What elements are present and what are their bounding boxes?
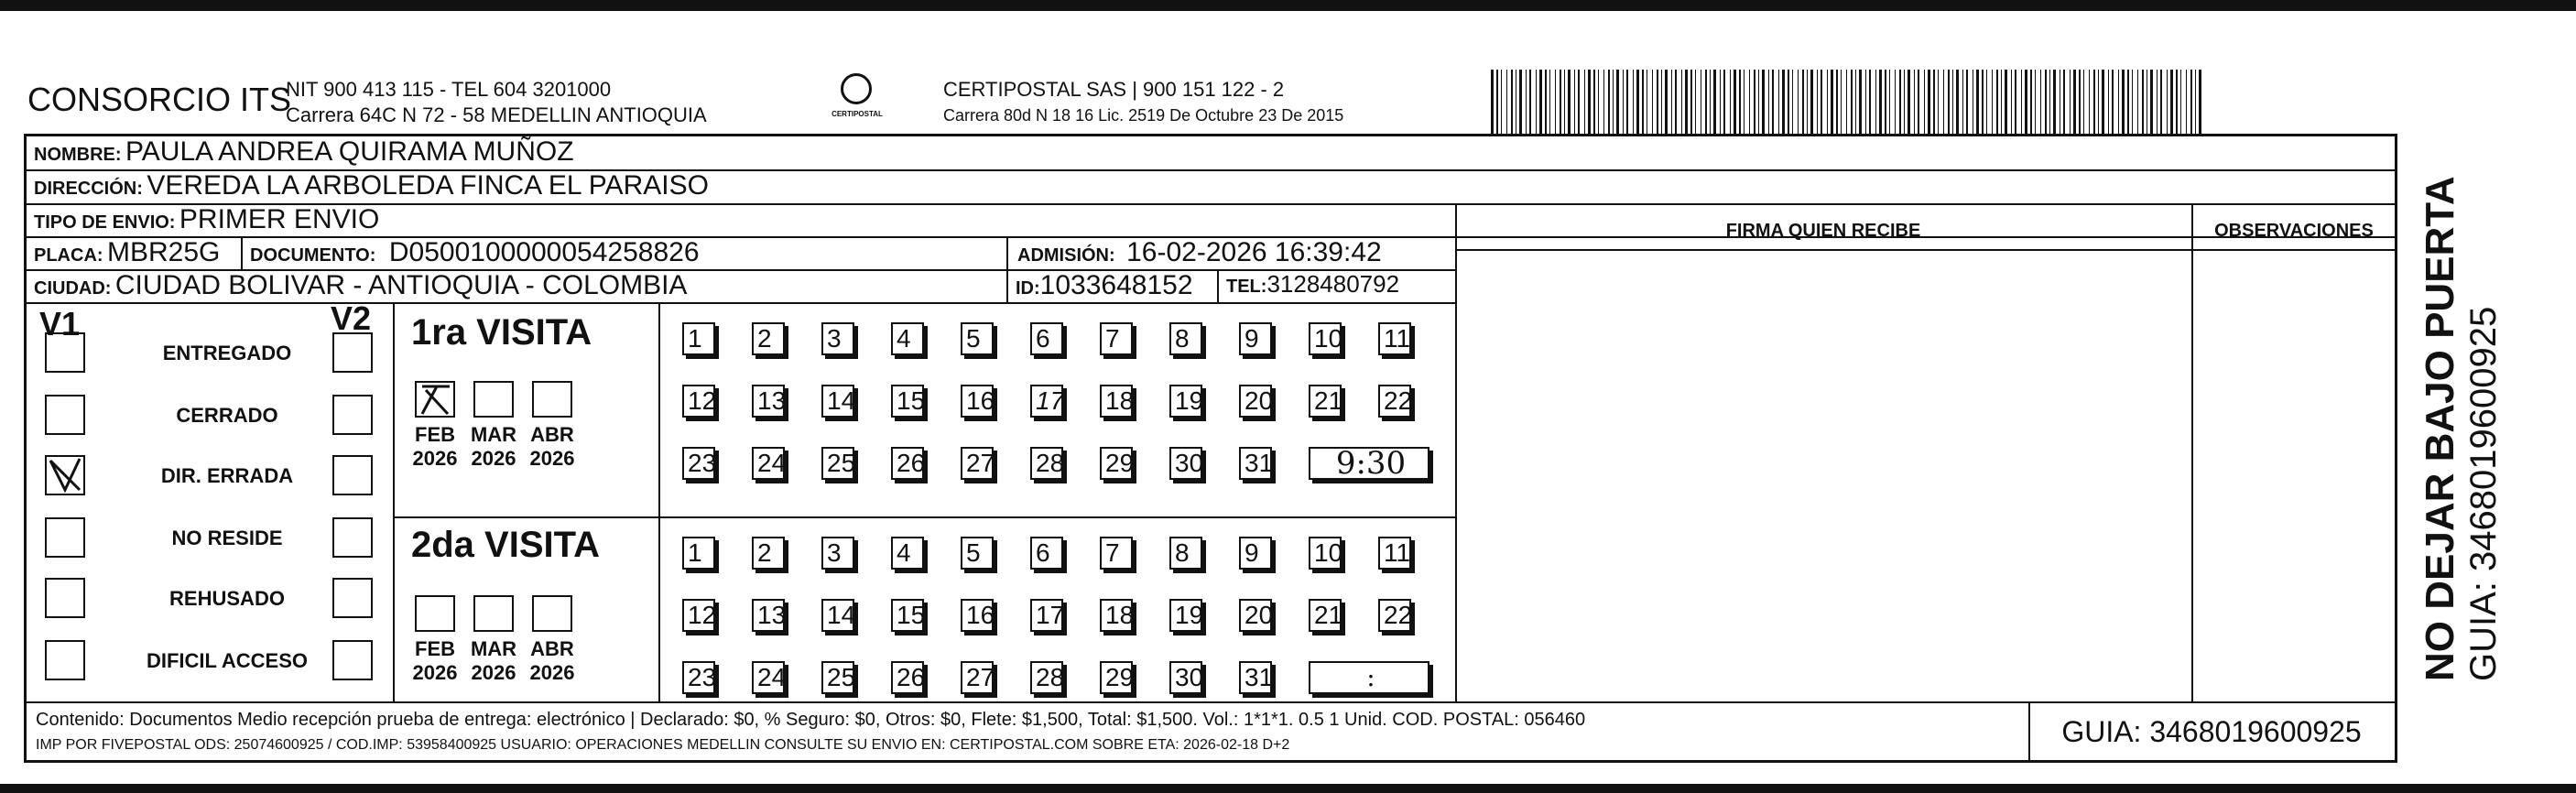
second-visit-time-box[interactable]: : — [1309, 661, 1429, 694]
first-visit-month-checkbox[interactable] — [532, 381, 572, 418]
barcode-bar — [2142, 70, 2144, 134]
barcode-bar — [1758, 70, 1759, 134]
month-name: FEB — [415, 423, 455, 446]
barcode-bar — [1836, 70, 1838, 134]
barcode-bar — [1788, 70, 1789, 134]
barcode-bar — [1705, 70, 1707, 134]
v1-checkbox[interactable] — [45, 455, 85, 495]
barcode-bar — [1908, 70, 1910, 134]
barcode-bar — [1976, 70, 1979, 134]
barcode-bar — [1904, 70, 1905, 134]
tipo-label: TIPO DE ENVIO: — [34, 212, 176, 233]
first-visit-day-box[interactable]: 13 — [752, 385, 785, 418]
side-guia-text: GUIA: 3468019600925 — [2463, 306, 2504, 681]
first-visit-day-box[interactable]: 31 — [1239, 447, 1272, 480]
second-visit-day-box[interactable]: 26 — [891, 661, 924, 694]
second-visit-day-box[interactable]: 11 — [1378, 537, 1411, 570]
barcode-bar — [1802, 70, 1804, 134]
barcode-bar — [1895, 70, 1896, 134]
first-visit-day-box[interactable]: 19 — [1169, 385, 1202, 418]
barcode-bar — [1889, 70, 1890, 134]
barcode — [1491, 70, 2216, 134]
second-visit-month-label — [408, 637, 462, 685]
first-visit-day-box[interactable]: 18 — [1100, 385, 1133, 418]
first-visit-title: 1ra VISITA — [411, 312, 592, 353]
barcode-bar — [1626, 70, 1628, 134]
barcode-bar — [1918, 70, 1919, 134]
barcode-bar — [1526, 70, 1527, 134]
v2-checkbox[interactable] — [332, 640, 373, 680]
second-visit-day-box[interactable]: 5 — [961, 537, 994, 570]
second-visit-day-box[interactable]: 23 — [682, 661, 715, 694]
first-visit-day-box[interactable]: 15 — [891, 385, 924, 418]
second-visit-day-box[interactable]: 17 — [1030, 599, 1063, 632]
barcode-bar — [2102, 70, 2104, 134]
barcode-bar — [1661, 70, 1662, 134]
first-visit-day-box[interactable]: 11 — [1378, 322, 1411, 355]
second-visit-day-box[interactable]: 1 — [682, 537, 715, 570]
v2-checkbox[interactable] — [332, 455, 373, 495]
barcode-bar — [1598, 70, 1599, 134]
barcode-bar — [2089, 70, 2090, 134]
barcode-bar — [1859, 70, 1862, 134]
barcode-bar — [1642, 70, 1644, 134]
barcode-bar — [2098, 70, 2099, 134]
status-label: REHUSADO — [169, 587, 285, 610]
direccion-label: DIRECCIÓN: — [34, 179, 143, 199]
first-visit-day-box[interactable]: 29 — [1100, 447, 1133, 480]
barcode-bar — [2157, 70, 2158, 134]
observaciones-header: OBSERVACIONES — [2214, 221, 2374, 241]
barcode-bar — [1846, 70, 1847, 134]
barcode-bar — [2001, 70, 2002, 134]
barcode-bar — [1710, 70, 1711, 134]
first-visit-day-box[interactable]: 1 — [682, 322, 715, 355]
v1-checkbox[interactable] — [45, 517, 85, 558]
barcode-bar — [1827, 70, 1828, 134]
second-visit-month-label — [525, 637, 580, 685]
month-year: 2026 — [529, 661, 575, 684]
barcode-bar — [1962, 70, 1963, 134]
month-name: MAR — [470, 423, 517, 446]
id-label: ID: — [1016, 278, 1040, 299]
tel-value: 3128480792 — [1266, 270, 1400, 298]
month-name: FEB — [415, 637, 455, 660]
first-visit-day-box[interactable]: 30 — [1169, 447, 1202, 480]
second-visit-day-box[interactable]: 29 — [1100, 661, 1133, 694]
barcode-bar — [1992, 70, 1993, 134]
barcode-bar — [2170, 70, 2173, 134]
barcode-bar — [2118, 70, 2119, 134]
barcode-bar — [1772, 70, 1774, 134]
barcode-bar — [1986, 70, 1987, 134]
barcode-bar — [1730, 70, 1731, 134]
barcode-bar — [1792, 70, 1793, 134]
v2-checkbox[interactable] — [332, 578, 373, 618]
v1-checkbox[interactable] — [45, 640, 85, 680]
v2-checkbox[interactable] — [332, 517, 373, 558]
barcode-bar — [1817, 70, 1818, 134]
top-border — [0, 0, 2576, 11]
delivery-form — [24, 134, 2397, 763]
v1-checkbox[interactable] — [45, 395, 85, 435]
carrier-line: CERTIPOSTAL SAS | 900 151 122 - 2 — [943, 78, 1285, 101]
placa-value: MBR25G — [107, 237, 221, 267]
v1-header: V1 — [39, 305, 81, 342]
first-visit-month-label — [466, 423, 521, 471]
first-visit-day-box[interactable]: 6 — [1030, 322, 1063, 355]
barcode-bar — [1560, 70, 1561, 134]
barcode-bar — [2040, 70, 2041, 134]
barcode-bar — [1938, 70, 1939, 134]
barcode-bar — [1555, 70, 1556, 134]
second-visit-day-box[interactable]: 20 — [1239, 599, 1272, 632]
barcode-bar — [1869, 70, 1871, 134]
first-visit-day-box[interactable]: 24 — [752, 447, 785, 480]
barcode-bar — [1821, 70, 1822, 134]
barcode-bar — [1739, 70, 1741, 134]
barcode-bar — [1865, 70, 1866, 134]
nombre-label: NOMBRE: — [34, 145, 122, 165]
month-year: 2026 — [471, 447, 516, 470]
second-visit-month-checkbox[interactable] — [473, 595, 514, 632]
barcode-bar — [2195, 70, 2196, 134]
barcode-bar — [1744, 70, 1745, 134]
barcode-bar — [2035, 70, 2036, 134]
second-visit-day-box[interactable]: 15 — [891, 599, 924, 632]
first-visit-day-box[interactable]: 4 — [891, 322, 924, 355]
barcode-bar — [2011, 70, 2012, 134]
barcode-bar — [1948, 70, 1950, 134]
first-visit-day-box[interactable]: 28 — [1030, 447, 1063, 480]
barcode-bar — [1657, 70, 1658, 134]
first-visit-day-box[interactable]: 27 — [961, 447, 994, 480]
barcode-bar — [2030, 70, 2032, 134]
second-visit-day-box[interactable]: 13 — [752, 599, 785, 632]
barcode-bar — [1603, 70, 1604, 134]
barcode-bar — [2045, 70, 2047, 134]
month-name: MAR — [470, 637, 517, 660]
barcode-bar — [2108, 70, 2109, 134]
barcode-bar — [1879, 70, 1882, 134]
barcode-bar — [2190, 70, 2192, 134]
company-info — [286, 77, 707, 128]
barcode-bar — [1956, 70, 1959, 134]
barcode-bar — [2063, 70, 2065, 134]
contenido-line: Contenido: Documentos Medio recepción prueba de entrega: electrónico | Declarado: $0, % Seguro: $0, Otros: $0, Flete: $1,500, Total: $1,500. Vol.: 1*1*1. 0.5 1 Unid. COD. POSTAL: 056460 — [36, 710, 1586, 730]
second-visit-day-box[interactable]: 7 — [1100, 537, 1133, 570]
barcode-bar — [1584, 70, 1585, 134]
barcode-bar — [1574, 70, 1575, 134]
barcode-bar — [1549, 70, 1550, 134]
barcode-bar — [1501, 70, 1502, 134]
second-visit-day-box[interactable]: 2 — [752, 537, 785, 570]
barcode-bar — [1734, 70, 1736, 134]
barcode-bar — [2083, 70, 2084, 134]
barcode-bar — [1633, 70, 1634, 134]
observations-area[interactable] — [2193, 251, 2393, 700]
barcode-bar — [1519, 70, 1522, 134]
barcode-bar — [1875, 70, 1876, 134]
barcode-bar — [1749, 70, 1750, 134]
barcode-bar — [2049, 70, 2050, 134]
barcode-bar — [2073, 70, 2076, 134]
barcode-bar — [1491, 70, 1494, 134]
barcode-bar — [1681, 70, 1682, 134]
second-visit-month-checkbox[interactable] — [415, 595, 455, 632]
second-visit-day-box[interactable]: 21 — [1309, 599, 1342, 632]
barcode-bar — [1539, 70, 1542, 134]
second-visit-day-box[interactable]: 18 — [1100, 599, 1133, 632]
barcode-bar — [1690, 70, 1692, 134]
barcode-bar — [1506, 70, 1507, 134]
barcode-bar — [1613, 70, 1614, 134]
second-visit-day-box[interactable]: 3 — [821, 537, 854, 570]
first-visit-day-box[interactable]: 3 — [821, 322, 854, 355]
barcode-bar — [1899, 70, 1901, 134]
second-visit-day-box[interactable]: 27 — [961, 661, 994, 694]
logo-text: CERTIPOSTAL — [831, 110, 883, 118]
first-visit-month-checkbox[interactable] — [473, 381, 514, 418]
barcode-bar — [1924, 70, 1925, 134]
barcode-bar — [1943, 70, 1944, 134]
barcode-bar — [1685, 70, 1688, 134]
barcode-bar — [2070, 70, 2071, 134]
barcode-bar — [1536, 70, 1537, 134]
id-value: 1033648152 — [1039, 270, 1193, 300]
first-visit-day-box[interactable]: 14 — [821, 385, 854, 418]
second-visit-day-box[interactable]: 14 — [821, 599, 854, 632]
barcode-bar — [1928, 70, 1930, 134]
ciudad-label: CIUDAD: — [34, 278, 112, 299]
barcode-bar — [2093, 70, 2095, 134]
status-label: CERRADO — [176, 404, 278, 427]
second-visit-month-checkbox[interactable] — [532, 595, 572, 632]
placa-label: PLACA: — [34, 245, 103, 266]
v2-checkbox[interactable] — [332, 395, 373, 435]
barcode-bar — [1855, 70, 1856, 134]
side-notice — [2418, 176, 2504, 681]
first-visit-day-box[interactable]: 17 — [1030, 385, 1063, 418]
barcode-bar — [2127, 70, 2129, 134]
barcode-bar — [2176, 70, 2178, 134]
barcode-bar — [1723, 70, 1725, 134]
barcode-bar — [1665, 70, 1668, 134]
month-year: 2026 — [412, 447, 458, 470]
guia-box: GUIA: 3468019600925 — [2061, 715, 2362, 748]
status-label: DIFICIL ACCESO — [146, 649, 308, 672]
carrier-info — [943, 77, 1343, 128]
barcode-bar — [2180, 70, 2181, 134]
barcode-bar — [1841, 70, 1842, 134]
documento-label: DOCUMENTO: — [250, 245, 376, 266]
barcode-bar — [1564, 70, 1565, 134]
nit-line: NIT 900 413 115 - TEL 604 3201000 — [286, 78, 612, 101]
second-visit-day-box[interactable]: 25 — [821, 661, 854, 694]
admision-value: 16-02-2026 16:39:42 — [1126, 237, 1382, 267]
ciudad-value: CIUDAD BOLIVAR - ANTIOQUIA - COLOMBIA — [114, 270, 688, 300]
no-dejar-text: NO DEJAR BAJO PUERTA — [2418, 176, 2462, 681]
month-name: ABR — [530, 423, 574, 446]
second-visit-title: 2da VISITA — [411, 525, 600, 565]
second-visit-day-box[interactable]: 19 — [1169, 599, 1202, 632]
second-visit-day-box[interactable]: 12 — [682, 599, 715, 632]
second-visit-day-box[interactable]: 10 — [1309, 537, 1342, 570]
barcode-bar — [2053, 70, 2056, 134]
barcode-bar — [1933, 70, 1935, 134]
first-visit-month-checkbox[interactable] — [415, 381, 455, 418]
barcode-bar — [1675, 70, 1677, 134]
imp-line: IMP POR FIVEPOSTAL ODS: 25074600925 / COD.IMP: 53958400925 USUARIO: OPERACIONES MEDELLIN CONSULTE SU ENVIO EN: CERTIPOSTAL.COM SOBRE ETA: 2026-02-18 D+2 — [36, 737, 1290, 753]
barcode-bar — [1982, 70, 1984, 134]
barcode-bar — [1529, 70, 1531, 134]
firma-header: FIRMA QUIEN RECIBE — [1725, 221, 1921, 241]
second-visit-day-box[interactable]: 24 — [752, 661, 785, 694]
barcode-bar — [1496, 70, 1498, 134]
second-visit-day-box[interactable]: 31 — [1239, 661, 1272, 694]
barcode-bar — [1593, 70, 1595, 134]
first-visit-month-label — [408, 423, 462, 471]
barcode-bar — [2186, 70, 2187, 134]
first-visit-day-box[interactable]: 20 — [1239, 385, 1272, 418]
first-visit-day-box[interactable]: 21 — [1309, 385, 1342, 418]
status-label: NO RESIDE — [171, 527, 283, 549]
barcode-bar — [1720, 70, 1721, 134]
first-visit-month-label — [525, 423, 580, 471]
barcode-bar — [2167, 70, 2168, 134]
barcode-bar — [1671, 70, 1672, 134]
tel-label: TEL: — [1226, 277, 1267, 297]
barcode-bar — [2112, 70, 2114, 134]
direccion-value: VEREDA LA ARBOLEDA FINCA EL PARAISO — [147, 170, 709, 201]
first-visit-day-box[interactable]: 22 — [1378, 385, 1411, 418]
barcode-bar — [2005, 70, 2007, 134]
second-visit-day-box[interactable]: 30 — [1169, 661, 1202, 694]
v1-checkbox[interactable] — [45, 578, 85, 618]
barcode-bar — [2025, 70, 2027, 134]
barcode-bar — [1952, 70, 1953, 134]
barcode-bar — [1831, 70, 1833, 134]
first-visit-day-box[interactable]: 25 — [821, 447, 854, 480]
second-visit-day-box[interactable]: 9 — [1239, 537, 1272, 570]
barcode-bar — [2160, 70, 2162, 134]
month-year: 2026 — [471, 661, 516, 684]
barcode-bar — [1807, 70, 1808, 134]
admision-label: ADMISIÓN: — [1017, 245, 1115, 266]
barcode-bar — [1578, 70, 1580, 134]
barcode-bar — [1511, 70, 1513, 134]
first-visit-day-box[interactable]: 16 — [961, 385, 994, 418]
first-visit-day-box[interactable]: 12 — [682, 385, 715, 418]
barcode-bar — [1616, 70, 1619, 134]
first-visit-day-box[interactable]: 8 — [1169, 322, 1202, 355]
first-visit-day-box[interactable]: 9 — [1239, 322, 1272, 355]
tipo-value: PRIMER ENVIO — [179, 204, 380, 234]
barcode-bar — [1798, 70, 1799, 134]
barcode-bar — [2137, 70, 2138, 134]
barcode-bar — [1608, 70, 1610, 134]
second-visit-day-box[interactable]: 6 — [1030, 537, 1063, 570]
barcode-bar — [2199, 70, 2201, 134]
barcode-bar — [1568, 70, 1571, 134]
v2-header: V2 — [331, 299, 372, 337]
status-label: ENTREGADO — [162, 342, 292, 364]
company-address: Carrera 64C N 72 - 58 MEDELLIN ANTIOQUIA — [286, 103, 707, 126]
first-visit-day-box[interactable]: 26 — [891, 447, 924, 480]
barcode-bar — [1623, 70, 1624, 134]
documento-value: D0500100000054258826 — [388, 237, 700, 267]
second-visit-day-box[interactable]: 16 — [961, 599, 994, 632]
second-visit-day-box[interactable]: 22 — [1378, 599, 1411, 632]
status-label: DIR. ERRADA — [160, 464, 294, 487]
barcode-bar — [1782, 70, 1785, 134]
barcode-bar — [1851, 70, 1853, 134]
barcode-bar — [1588, 70, 1591, 134]
bottom-border — [0, 784, 2576, 793]
v2-checkbox[interactable] — [332, 332, 373, 373]
license-line: Carrera 80d N 18 16 Lic. 2519 De Octubre 23 De 2015 — [943, 106, 1344, 125]
second-visit-day-box[interactable]: 28 — [1030, 661, 1063, 694]
barcode-bar — [1810, 70, 1813, 134]
company-name: CONSORCIO ITS — [27, 81, 292, 118]
barcode-bar — [2015, 70, 2016, 134]
certipostal-logo — [824, 73, 890, 128]
first-visit-day-box[interactable]: 5 — [961, 322, 994, 355]
barcode-bar — [1695, 70, 1696, 134]
signature-area[interactable] — [1457, 251, 2190, 700]
month-year: 2026 — [412, 661, 458, 684]
barcode-bar — [1754, 70, 1755, 134]
barcode-bar — [2021, 70, 2022, 134]
barcode-bar — [1713, 70, 1716, 134]
first-visit-day-box[interactable]: 2 — [752, 322, 785, 355]
first-visit-day-box[interactable]: 10 — [1309, 322, 1342, 355]
barcode-bar — [1885, 70, 1886, 134]
barcode-bar — [1914, 70, 1915, 134]
second-visit-month-label — [466, 637, 521, 685]
barcode-bar — [2132, 70, 2133, 134]
nombre-value: PAULA ANDREA QUIRAMA MUÑOZ — [125, 136, 574, 167]
barcode-bar — [1652, 70, 1653, 134]
month-name: ABR — [530, 637, 574, 660]
first-visit-day-box[interactable]: 7 — [1100, 322, 1133, 355]
month-year: 2026 — [529, 447, 575, 470]
barcode-bar — [1545, 70, 1547, 134]
barcode-bar — [2122, 70, 2125, 134]
barcode-bar — [1768, 70, 1769, 134]
barcode-bar — [1966, 70, 1968, 134]
first-visit-time-box[interactable]: 9:30 — [1309, 447, 1429, 480]
barcode-bar — [1762, 70, 1765, 134]
barcode-bar — [2079, 70, 2081, 134]
second-visit-day-box[interactable]: 8 — [1169, 537, 1202, 570]
barcode-bar — [2150, 70, 2153, 134]
barcode-bar — [1996, 70, 1998, 134]
first-visit-day-box[interactable]: 23 — [682, 447, 715, 480]
second-visit-day-box[interactable]: 4 — [891, 537, 924, 570]
barcode-bar — [1636, 70, 1639, 134]
v1-checkbox[interactable] — [45, 332, 85, 373]
barcode-bar — [1778, 70, 1779, 134]
